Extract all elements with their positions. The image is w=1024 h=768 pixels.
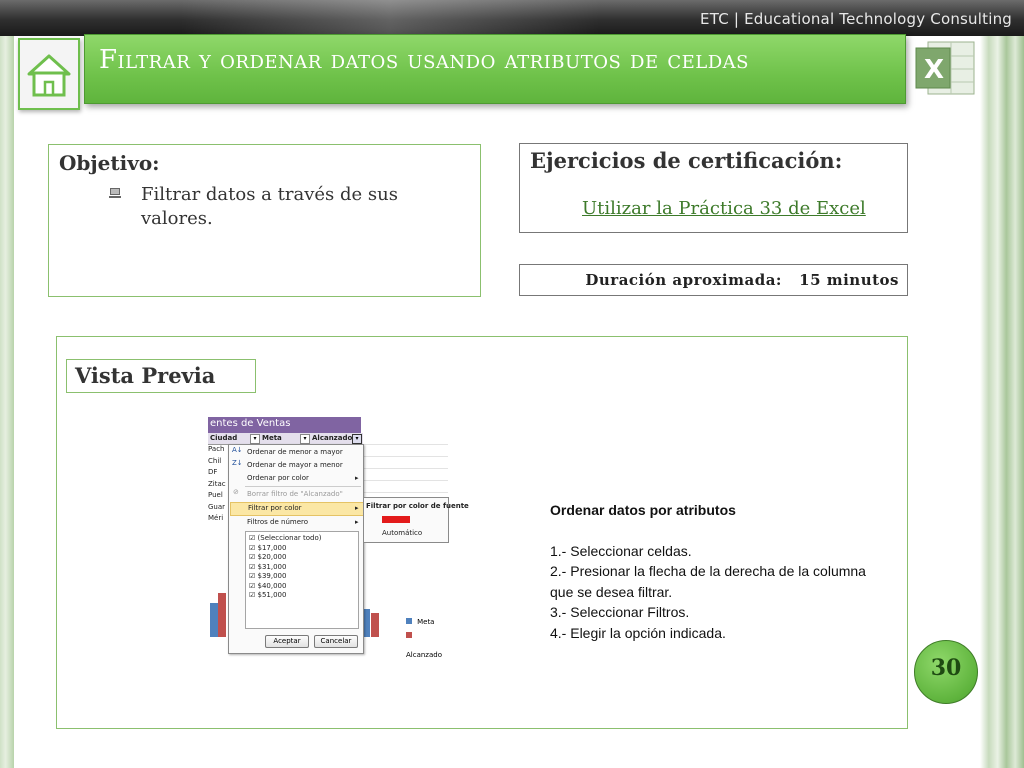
page-number-badge: [914, 640, 978, 704]
brand-text: ETC | Educational Technology Consulting: [700, 10, 1012, 28]
sort-desc-icon: Z↓: [232, 459, 243, 467]
checkbox-value[interactable]: ☑ $20,000: [249, 553, 287, 561]
checkbox-value[interactable]: ☑ $31,000: [249, 562, 287, 571]
menu-item-label: Ordenar por color: [247, 474, 309, 482]
menu-item-label: Filtrar por color: [248, 504, 302, 512]
legend-label-meta: Meta: [417, 618, 435, 626]
submenu-automatic[interactable]: Automático: [382, 529, 423, 537]
certification-title: Ejercicios de certificación:: [530, 148, 843, 173]
certification-practice-link[interactable]: Utilizar la Práctica 33 de Excel: [582, 198, 866, 219]
menu-item-label: Ordenar de mayor a menor: [247, 461, 343, 469]
checkbox-label: $40,000: [257, 581, 287, 590]
objective-title: Objetivo:: [59, 151, 160, 175]
duration-panel: [519, 264, 908, 296]
column-header-alcanzado: Alcanzado: [312, 434, 353, 442]
objective-panel: [48, 144, 481, 297]
filter-color-submenu: [363, 497, 469, 543]
checkbox-value[interactable]: ☑ $51,000: [249, 591, 287, 599]
slide-title: Filtrar y ordenar datos usando atributos de celdas: [99, 45, 750, 75]
top-bar-shine: [180, 0, 600, 36]
chart-legend: [406, 609, 448, 659]
slide-title-banner: [84, 34, 906, 104]
submenu-arrow-icon: ▸: [355, 504, 359, 512]
menu-item-filter-color[interactable]: [230, 502, 364, 516]
menu-item-label: Ordenar de menor a mayor: [247, 448, 343, 456]
menu-item-sort-asc[interactable]: [229, 446, 363, 458]
sheet-title-bar: [208, 417, 361, 433]
accept-button[interactable]: Aceptar: [265, 635, 309, 648]
checkbox-label: $17,000: [257, 543, 287, 552]
menu-divider: [245, 486, 361, 487]
duration-value: 15 minutos: [799, 271, 899, 289]
red-color-swatch[interactable]: [382, 516, 410, 523]
filter-dropdown-menu: [228, 444, 364, 654]
row-label: Chil: [208, 456, 222, 465]
right-decorative-rail: [980, 36, 1024, 768]
duration-label: Duración aproximada:: [585, 271, 782, 289]
checkbox-label: $20,000: [257, 553, 287, 561]
value-checkbox-list: [245, 531, 359, 629]
row-label: Pach: [208, 445, 225, 453]
certification-panel: [519, 143, 908, 233]
row-label: Zitac: [208, 479, 226, 488]
menu-item-sort-desc[interactable]: [229, 459, 363, 471]
filter-arrow-meta[interactable]: ▾: [300, 434, 310, 444]
legend-item-alcanzado: [406, 623, 448, 659]
checkbox-label: $51,000: [257, 591, 287, 599]
checkbox-label: $39,000: [257, 572, 287, 580]
svg-text:X: X: [924, 55, 945, 85]
filter-arrow-ciudad[interactable]: ▾: [250, 434, 260, 444]
sheet-title: entes de Ventas: [210, 418, 291, 429]
row-label: Puel: [208, 491, 223, 499]
row-label: Guar: [208, 502, 226, 511]
checkbox-label: $31,000: [257, 562, 287, 571]
submenu-title: Filtrar por color de fuente: [366, 502, 469, 510]
top-bar: [0, 0, 1024, 36]
menu-item-clear-filter[interactable]: [229, 488, 363, 500]
row-label: DF: [208, 468, 218, 476]
step-item: 3.- Seleccionar Filtros.: [550, 604, 690, 620]
sheet-rows: [208, 445, 228, 526]
menu-item-sort-color[interactable]: [229, 472, 363, 484]
computer-bullet-icon: [109, 187, 121, 199]
page-number: 30: [930, 655, 962, 681]
checkbox-value[interactable]: ☑ $17,000: [249, 543, 287, 552]
sort-asc-icon: A↓: [232, 446, 243, 454]
preview-label-box: [66, 359, 256, 393]
checkbox-label: (Seleccionar todo): [257, 534, 322, 542]
menu-item-number-filters[interactable]: [229, 516, 363, 528]
home-button[interactable]: [18, 38, 80, 110]
submenu-arrow-icon: ▸: [355, 474, 359, 482]
steps-title: Ordenar datos por atributos: [550, 502, 736, 518]
step-item: 1.- Seleccionar celdas.: [550, 542, 692, 559]
checkbox-select-all[interactable]: ☑ (Seleccionar todo): [249, 534, 322, 542]
checkbox-value[interactable]: ☑ $39,000: [249, 572, 287, 580]
duration-text: [585, 271, 899, 289]
excel-filter-screenshot: [208, 417, 469, 659]
submenu-arrow-icon: ▸: [355, 518, 359, 526]
filter-arrow-alcanzado[interactable]: ▾: [352, 434, 362, 444]
objective-text: Filtrar datos a través de sus valores.: [141, 184, 398, 229]
preview-label: Vista Previa: [75, 363, 216, 388]
steps-text-block: [550, 500, 870, 643]
chart-bar-meta: [210, 603, 218, 637]
legend-swatch-alcanzado: [406, 632, 412, 638]
step-item: 2.- Presionar la flecha de la derecha de la columna que se desea filtrar.: [550, 563, 866, 600]
checkbox-value[interactable]: ☑ $40,000: [249, 581, 287, 590]
menu-item-label: Borrar filtro de "Alcanzado": [247, 490, 343, 498]
legend-item-meta: [406, 609, 448, 626]
left-decorative-rail: [0, 36, 14, 768]
column-header-meta: Meta: [262, 434, 282, 442]
menu-item-label: Filtros de número: [247, 518, 309, 526]
column-header-ciudad: Ciudad: [210, 434, 238, 442]
chart-bar-alcanzado: [218, 593, 226, 637]
cancel-button[interactable]: Cancelar: [314, 635, 358, 648]
clear-filter-icon: ⊘: [233, 488, 239, 496]
excel-logo-icon: [914, 36, 978, 100]
home-icon: [20, 40, 78, 108]
chart-bar-alcanzado: [371, 613, 379, 637]
row-label: Méri: [208, 514, 224, 522]
step-item: 4.- Elegir la opción indicada.: [550, 624, 726, 641]
legend-label-alcanzado: Alcanzado: [406, 651, 442, 659]
